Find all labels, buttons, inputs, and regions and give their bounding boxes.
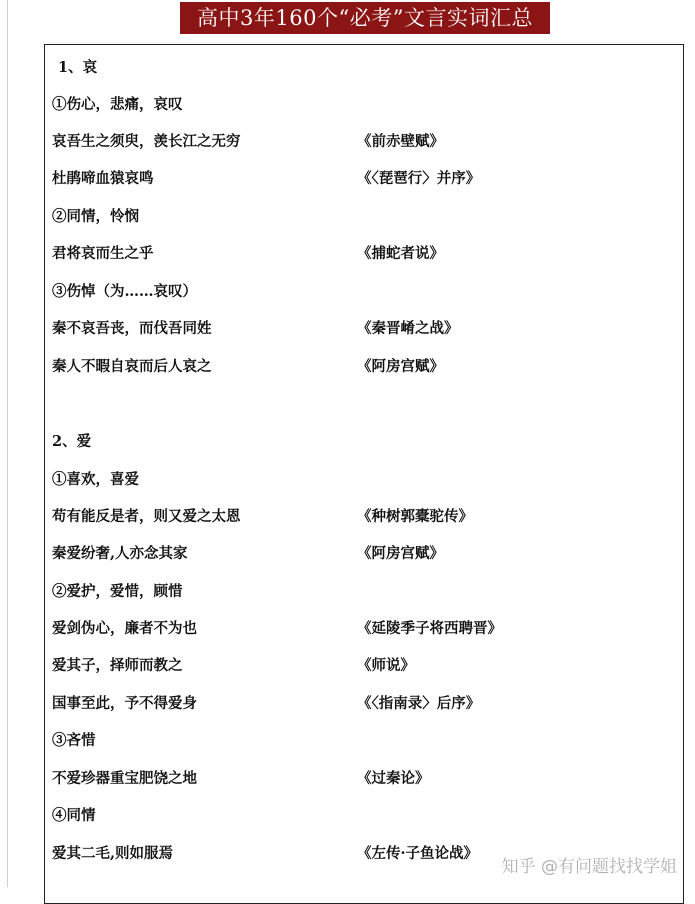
example-quote: 君将哀而生之乎: [52, 245, 154, 262]
example-source: 《过秦论》: [357, 770, 430, 787]
example-row: [52, 614, 672, 644]
example-source: 《〈琵琶行〉并序》: [357, 170, 481, 187]
example-quote: 不爱珍器重宝肥饶之地: [52, 770, 197, 787]
meaning-label: ④同情: [52, 807, 96, 824]
meaning-label: ①伤心，悲痛，哀叹: [52, 96, 183, 113]
example-source: 《延陵季子将西聘晋》: [357, 620, 502, 637]
example-row: [52, 314, 672, 344]
example-row: [52, 127, 672, 157]
example-row: [52, 539, 672, 569]
example-quote: 秦不哀吾丧，而伐吾同姓: [52, 320, 212, 337]
example-source: 《阿房宫赋》: [357, 358, 444, 375]
example-row: [52, 164, 672, 194]
example-quote: 杜鹃啼血猿哀鸣: [52, 170, 154, 187]
example-row: [52, 502, 672, 532]
example-source: 《〈指南录〉后序》: [357, 695, 481, 712]
example-quote: 秦爱纷奢,人亦念其家: [52, 545, 188, 562]
page-edge-line: [7, 0, 8, 887]
example-row: [52, 352, 672, 382]
example-quote: 国事至此，予不得爱身: [52, 695, 197, 712]
example-quote: 爱其子，择师而教之: [52, 657, 183, 674]
example-row: [52, 764, 672, 794]
example-source: 《种树郭橐驼传》: [357, 508, 473, 525]
example-row: [52, 239, 672, 269]
example-quote: 苟有能反是者，则又爱之太恩: [52, 508, 241, 525]
example-source: 《阿房宫赋》: [357, 545, 444, 562]
example-quote: 爱剑伪心，廉者不为也: [52, 620, 197, 637]
meaning-label: ③吝惜: [52, 732, 96, 749]
meaning-label: ①喜欢，喜爱: [52, 471, 139, 488]
section-heading: 1、哀: [58, 59, 98, 76]
example-source: 《师说》: [357, 657, 415, 674]
example-row: [52, 651, 672, 681]
watermark: 知乎 @有问题找找学姐: [501, 857, 677, 877]
document-title: 高中3年160个“必考”文言实词汇总: [180, 2, 550, 34]
example-quote: 爱其二毛,则如服焉: [52, 845, 174, 862]
meaning-label: ③伤悼（为……哀叹）: [52, 283, 197, 300]
meaning-label: ②爱护，爱惜，顾惜: [52, 583, 183, 600]
example-source: 《秦晋崤之战》: [357, 320, 459, 337]
meaning-label: ②同情，怜悯: [52, 208, 139, 225]
example-source: 《前赤壁赋》: [357, 133, 444, 150]
example-source: 《左传·子鱼论战》: [357, 845, 479, 862]
example-row: [52, 689, 672, 719]
example-source: 《捕蛇者说》: [357, 245, 444, 262]
section-heading: 2、爱: [52, 433, 92, 450]
example-quote: 秦人不暇自哀而后人哀之: [52, 358, 212, 375]
example-quote: 哀吾生之须臾，羡长江之无穷: [52, 133, 241, 150]
